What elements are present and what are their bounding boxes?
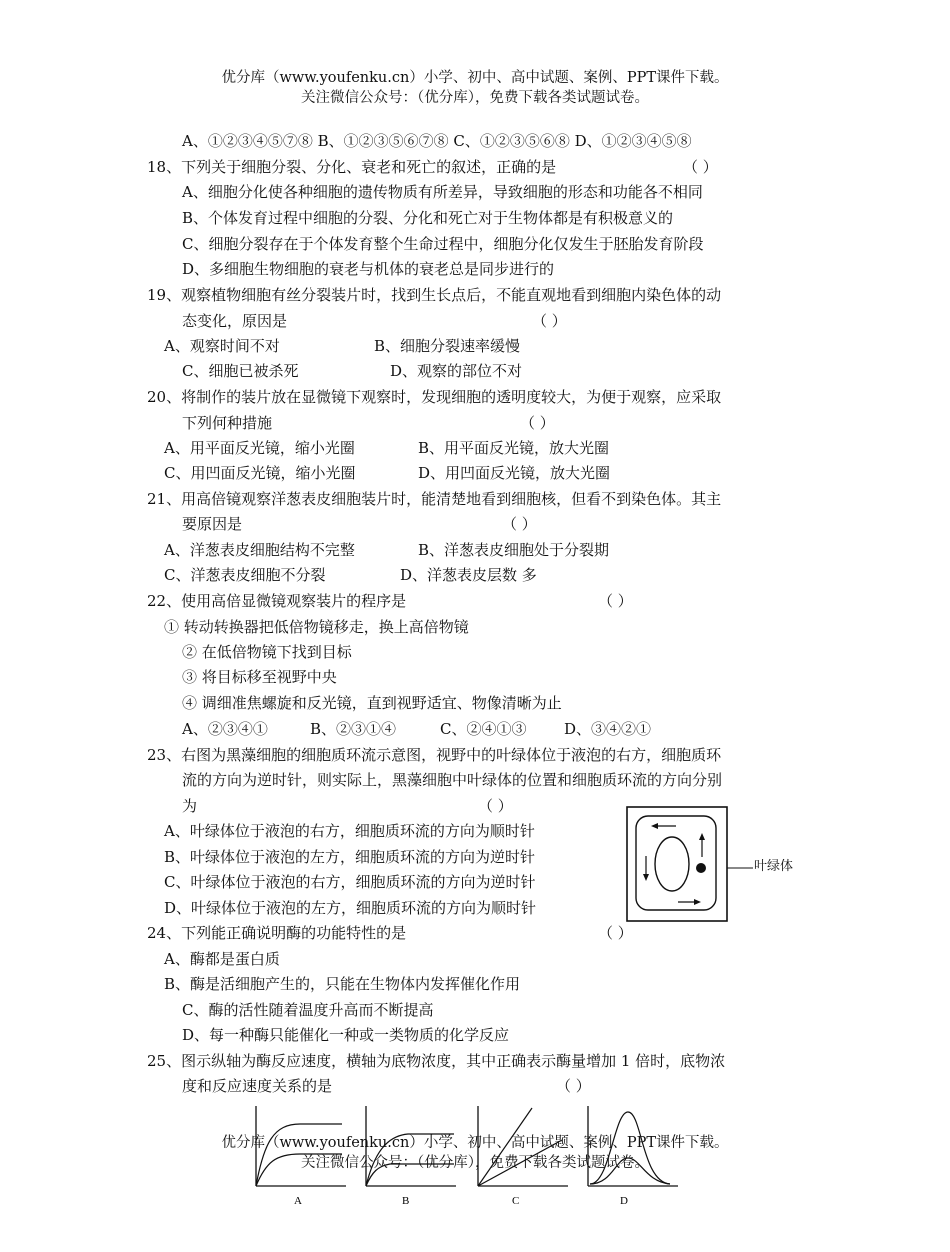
q19-stem-2: 态变化，原因是 [182,312,288,330]
q20-stem-2: 下列何种措施 [182,414,273,432]
q22-option-c: C、②④①③ [440,720,527,738]
q22-answer-paren: （ ） [598,592,633,610]
q20-option-d: D、用凹面反光镜，放大光圈 [418,464,611,482]
q19-stem-1: 19、观察植物细胞有丝分裂装片时，找到生长点后，不能直观地看到细胞内染色体的动 [147,286,722,304]
q24-option-a: A、酶都是蛋白质 [164,950,280,968]
cell-outer-wall [627,807,727,921]
q19-option-d: D、观察的部位不对 [390,362,523,380]
flow-arrow-up-head [699,833,705,840]
q17-options: A、①②③④⑤⑦⑧ B、①②③⑤⑥⑦⑧ C、①②③⑤⑥⑧ D、①②③④⑤⑧ [182,132,692,150]
q23-option-c: C、叶绿体位于液泡的右方，细胞质环流的方向为逆时针 [164,873,536,891]
chloroplast [696,863,706,873]
graph-b-label: B [402,1195,410,1207]
q21-option-c: C、洋葱表皮细胞不分裂 [164,566,326,584]
q22-option-a: A、②③④① [182,720,268,738]
footer-line-2: 关注微信公众号：（优分库），免费下载各类试题试卷。 [301,1155,649,1171]
q23-answer-paren: （ ） [478,797,513,815]
q24-option-b: B、酶是活细胞产生的，只能在生物体内发挥催化作用 [164,975,521,993]
q22-stem: 22、使用高倍显微镜观察装片的程序是 [147,592,407,610]
q18-option-b: B、个体发育过程中细胞的分裂、分化和死亡对于生物体都是有积极意义的 [182,209,674,227]
q22-option-d: D、③④②① [564,720,652,738]
q21-option-b: B、洋葱表皮细胞处于分裂期 [418,541,610,559]
q21-answer-paren: （ ） [502,515,537,533]
chloroplast-leader-line [727,867,753,869]
q22-option-b: B、②③①④ [310,720,397,738]
q23-stem-3: 为 [182,797,198,815]
graph-d-label: D [620,1195,628,1207]
q23-option-b: B、叶绿体位于液泡的左方，细胞质环流的方向为逆时针 [164,848,536,866]
q24-option-c: C、酶的活性随着温度升高而不断提高 [182,1001,434,1019]
q20-answer-paren: （ ） [520,414,555,432]
q22-step-2: ② 在低倍物镜下找到目标 [182,643,352,661]
graph-c-label: C [512,1195,520,1207]
cytoplasm-streaming-figure [626,806,728,922]
q18-stem: 18、下列关于细胞分裂、分化、衰老和死亡的叙述，正确的是 [147,158,557,176]
footer-line-1: 优分库（www.youfenku.cn）小学、初中、高中试题、案例、PPT课件下载。 [221,1135,729,1151]
q18-answer-paren: （ ） [683,158,718,176]
flow-arrow-right-head [694,899,701,905]
q20-stem-1: 20、将制作的装片放在显微镜下观察时，发现细胞的透明度较大，为便于观察，应采取 [147,388,722,406]
cell-inner-membrane [636,816,716,910]
header-line-2: 关注微信公众号：（优分库），免费下载各类试题试卷。 [301,90,649,106]
q21-stem-2: 要原因是 [182,515,243,533]
q24-option-d: D、每一种酶只能催化一种或一类物质的化学反应 [182,1026,510,1044]
q23-stem-2: 流的方向为逆时针，则实际上，黑藻细胞中叶绿体的位置和细胞质环流的方向分别 [182,771,723,789]
q22-step-1: ① 转动转换器把低倍物镜移走，换上高倍物镜 [164,618,469,636]
q19-option-a: A、观察时间不对 [164,337,280,355]
q20-option-a: A、用平面反光镜，缩小光圈 [164,439,355,457]
header-line-1: 优分库（www.youfenku.cn）小学、初中、高中试题、案例、PPT课件下载。 [221,70,729,86]
q19-option-c: C、细胞已被杀死 [182,362,299,380]
q19-option-b: B、细胞分裂速率缓慢 [374,337,521,355]
q22-step-4: ④ 调细准焦螺旋和反光镜，直到视野适宜、物像清晰为止 [182,694,562,712]
q23-option-a: A、叶绿体位于液泡的右方，细胞质环流的方向为顺时针 [164,822,535,840]
q24-answer-paren: （ ） [598,924,633,942]
q20-option-c: C、用凹面反光镜，缩小光圈 [164,464,356,482]
flow-arrow-left-head [651,823,658,829]
q20-option-b: B、用平面反光镜，放大光圈 [418,439,610,457]
q18-option-d: D、多细胞生物细胞的衰老与机体的衰老总是同步进行的 [182,260,555,278]
q18-option-a: A、细胞分化使各种细胞的遗传物质有所差异，导致细胞的形态和功能各不相同 [182,183,703,201]
vacuole [655,837,689,891]
q24-stem: 24、下列能正确说明酶的功能特性的是 [147,924,407,942]
graph-a-label: A [294,1195,302,1207]
q25-answer-paren: （ ） [556,1077,591,1095]
q21-option-d: D、洋葱表皮层数 多 [400,566,537,584]
q25-stem-2: 度和反应速度关系的是 [182,1077,333,1095]
q21-option-a: A、洋葱表皮细胞结构不完整 [164,541,355,559]
chloroplast-label: 叶绿体 [754,859,794,874]
q23-stem-1: 23、右图为黑藻细胞的细胞质环流示意图，视野中的叶绿体位于液泡的右方，细胞质环 [147,746,722,764]
q19-answer-paren: （ ） [532,312,567,330]
q21-stem-1: 21、用高倍镜观察洋葱表皮细胞装片时，能清楚地看到细胞核，但看不到染色体。其主 [147,490,722,508]
flow-arrow-down-head [643,874,649,881]
q22-step-3: ③ 将目标移至视野中央 [182,668,337,686]
q23-option-d: D、叶绿体位于液泡的左方，细胞质环流的方向为顺时针 [164,899,537,917]
q25-stem-1: 25、图示纵轴为酶反应速度，横轴为底物浓度，其中正确表示酶量增加 1 倍时，底物浓 [147,1052,726,1070]
q18-option-c: C、细胞分裂存在于个体发育整个生命过程中，细胞分化仅发生于胚胎发育阶段 [182,235,704,253]
